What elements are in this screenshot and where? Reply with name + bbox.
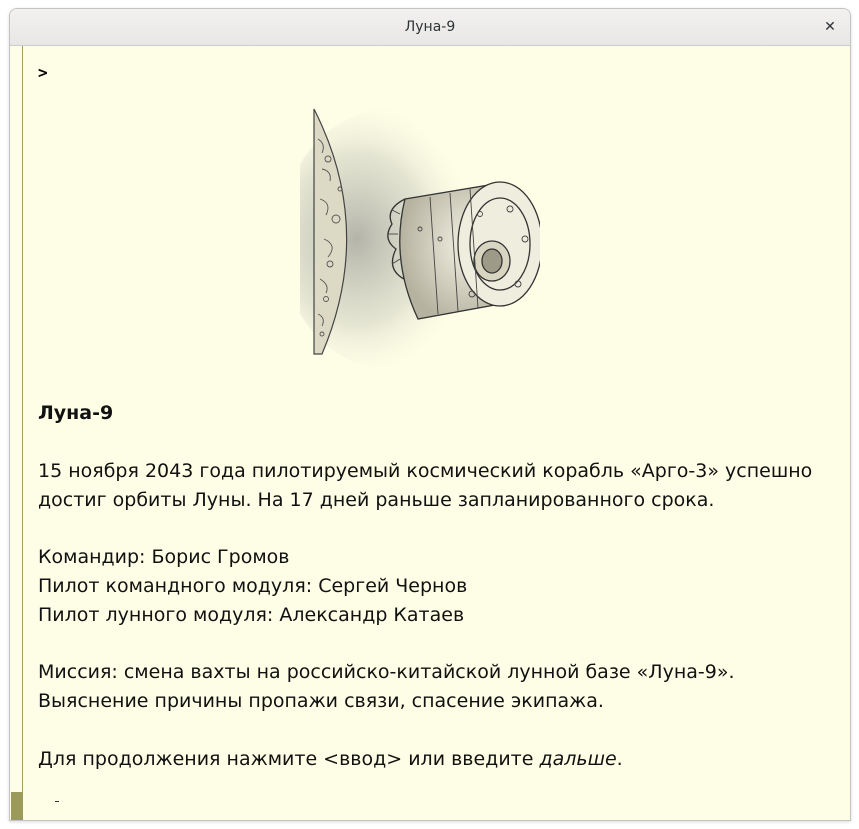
mission-line-1: Миссия: смена вахты на российско-китайской лунной базе «Луна-9». [38, 661, 735, 683]
continue-keyword: дальше [539, 748, 617, 770]
close-button[interactable] [818, 15, 842, 39]
crew-lm-pilot: Пилот лунного модуля: Александр Катаев [38, 604, 465, 626]
continue-instruction [38, 745, 623, 774]
spaceship-moon-illustration [300, 89, 540, 379]
crew-cm-pilot: Пилот командного модуля: Сергей Чернов [38, 575, 468, 597]
intro-line-1: 15 ноября 2043 года пилотируемый космический корабль «Арго-3» успешно [38, 460, 813, 482]
crew-commander: Командир: Борис Громов [38, 546, 290, 568]
game-window [9, 8, 851, 821]
command-prompt: > [38, 63, 48, 82]
scrollbar[interactable] [11, 46, 23, 820]
window-title: Луна-9 [404, 19, 456, 35]
titlebar [10, 9, 850, 46]
input-cursor[interactable] [55, 801, 59, 802]
intro-line-2: достиг орбиты Луны. На 17 дней раньше запланированного срока. [38, 489, 715, 511]
mission-line-2: Выяснение причины пропажи связи, спасение экипажа. [38, 690, 604, 712]
continue-prefix: Для продолжения нажмите <ввод> или введите [38, 748, 540, 770]
intro-paragraph [38, 457, 812, 515]
crew-paragraph [38, 543, 467, 630]
mission-paragraph [38, 658, 735, 716]
scrollbar-thumb[interactable] [11, 792, 22, 820]
continue-suffix: . [616, 748, 623, 770]
close-icon: ✕ [824, 19, 836, 35]
story-heading: Луна-9 [38, 402, 114, 424]
